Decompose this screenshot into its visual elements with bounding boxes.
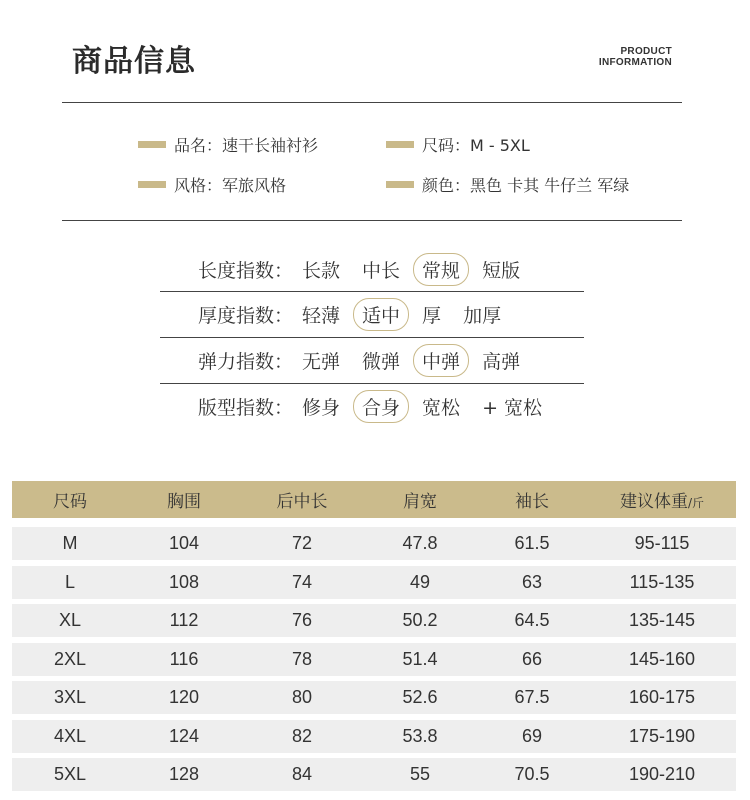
table-cell: 128 <box>168 764 200 784</box>
table-cell: 69 <box>521 726 543 746</box>
table-cell: 175-190 <box>628 726 696 746</box>
table-cell: 112 <box>169 610 199 630</box>
index-label: 厚度指数： <box>198 304 294 327</box>
info-size <box>386 133 530 156</box>
table-cell: 72 <box>291 533 313 553</box>
index-divider <box>160 337 584 338</box>
table-row <box>12 527 736 560</box>
table-cell: 50.2 <box>402 610 438 630</box>
index-option-selected: 适中 <box>353 298 409 331</box>
index-option: 厚 <box>422 304 442 327</box>
header-text: 袖长 <box>515 492 549 512</box>
index-option: 长款 <box>302 259 341 282</box>
table-cell: 82 <box>291 726 313 746</box>
index-option: + 宽松 <box>482 396 543 419</box>
accent-bar <box>386 181 414 188</box>
table-cell: 47.8 <box>402 533 438 553</box>
accent-bar <box>138 181 166 188</box>
english-title-line2: INFORMATION <box>598 57 672 68</box>
table-cell: 124 <box>168 726 200 746</box>
index-option: 修身 <box>302 396 341 419</box>
table-cell: 61.5 <box>514 533 550 553</box>
index-row <box>198 252 533 286</box>
table-cell: 53.8 <box>402 726 438 746</box>
info-style <box>138 173 286 196</box>
table-header-cell <box>476 487 588 512</box>
table-cell: 51.4 <box>402 649 438 669</box>
index-option-selected: 中弹 <box>413 344 469 377</box>
accent-bar <box>386 141 414 148</box>
table-cell: 84 <box>291 764 313 784</box>
index-divider <box>160 291 584 292</box>
table-row <box>12 758 736 791</box>
table-cell: 5XL <box>53 764 87 784</box>
index-divider <box>160 383 584 384</box>
table-cell: 4XL <box>53 726 87 746</box>
table-row <box>12 681 736 714</box>
table-cell: 135-145 <box>628 610 696 630</box>
divider-middle <box>62 220 682 221</box>
index-option-selected: 常规 <box>413 253 469 286</box>
table-cell: 2XL <box>53 649 87 669</box>
table-cell: 108 <box>168 572 200 592</box>
table-cell: 64.5 <box>514 610 550 630</box>
table-cell: 160-175 <box>628 687 696 707</box>
index-label: 弹力指数： <box>198 350 294 373</box>
table-header-cell <box>240 487 364 512</box>
table-header-cell <box>128 487 240 512</box>
info-size-text: 尺码：M - 5XL <box>422 136 530 155</box>
index-row <box>198 389 555 423</box>
divider-top <box>62 102 682 103</box>
english-title-line1: PRODUCT <box>620 46 672 57</box>
table-row <box>12 604 736 637</box>
table-cell: 190-210 <box>628 764 696 784</box>
table-cell: L <box>64 572 75 592</box>
table-cell: 78 <box>291 649 313 669</box>
index-option: 无弹 <box>302 350 341 373</box>
header-text: 建议体重 <box>619 492 688 512</box>
table-header-row <box>12 481 736 518</box>
index-row <box>198 297 514 331</box>
index-option: 轻薄 <box>302 304 341 327</box>
table-header-cell <box>364 487 476 512</box>
index-option: 短版 <box>482 259 521 282</box>
table-cell: 67.5 <box>514 687 550 707</box>
index-label: 版型指数： <box>198 396 294 419</box>
table-header-cell <box>12 487 128 512</box>
table-cell: XL <box>58 610 82 630</box>
table-cell: 63 <box>521 572 543 592</box>
index-option-selected: 合身 <box>353 390 409 423</box>
table-cell: 55 <box>409 764 431 784</box>
header-text: 肩宽 <box>403 492 437 512</box>
table-cell: 49 <box>409 572 431 592</box>
table-cell: 104 <box>168 533 200 553</box>
table-cell: 116 <box>169 649 199 669</box>
english-title <box>599 46 672 68</box>
accent-bar <box>138 141 166 148</box>
index-row <box>198 343 533 377</box>
info-color-text: 颜色：黑色 卡其 牛仔兰 军绿 <box>422 176 630 195</box>
table-cell: 145-160 <box>628 649 696 669</box>
table-cell: 120 <box>168 687 200 707</box>
table-cell: 3XL <box>53 687 87 707</box>
table-cell: 76 <box>291 610 313 630</box>
table-row <box>12 720 736 753</box>
table-row <box>12 566 736 599</box>
index-option: 高弹 <box>482 350 521 373</box>
header-text: 尺码 <box>53 492 87 512</box>
table-cell: M <box>62 533 78 553</box>
table-cell: 95-115 <box>634 533 690 553</box>
index-option: 中长 <box>362 259 401 282</box>
index-option: 微弹 <box>362 350 401 373</box>
table-row <box>12 643 736 676</box>
table-cell: 52.6 <box>402 687 438 707</box>
table-cell: 80 <box>291 687 313 707</box>
table-cell: 115-135 <box>629 572 695 592</box>
page-title: 商品信息 <box>72 44 196 79</box>
index-option: 宽松 <box>422 396 461 419</box>
table-cell: 70.5 <box>514 764 550 784</box>
index-label: 长度指数： <box>198 259 294 282</box>
weight-unit: /斤 <box>687 496 705 510</box>
info-name <box>138 133 318 156</box>
table-cell: 74 <box>291 572 313 592</box>
info-name-text: 品名：速干长袖衬衫 <box>174 136 319 155</box>
info-color <box>386 173 629 196</box>
header-text: 后中长 <box>276 492 328 512</box>
header-text: 胸围 <box>167 492 201 512</box>
table-cell: 66 <box>521 649 543 669</box>
index-option: 加厚 <box>463 304 502 327</box>
table-header-cell <box>588 487 736 512</box>
info-style-text: 风格：军旅风格 <box>174 176 287 195</box>
